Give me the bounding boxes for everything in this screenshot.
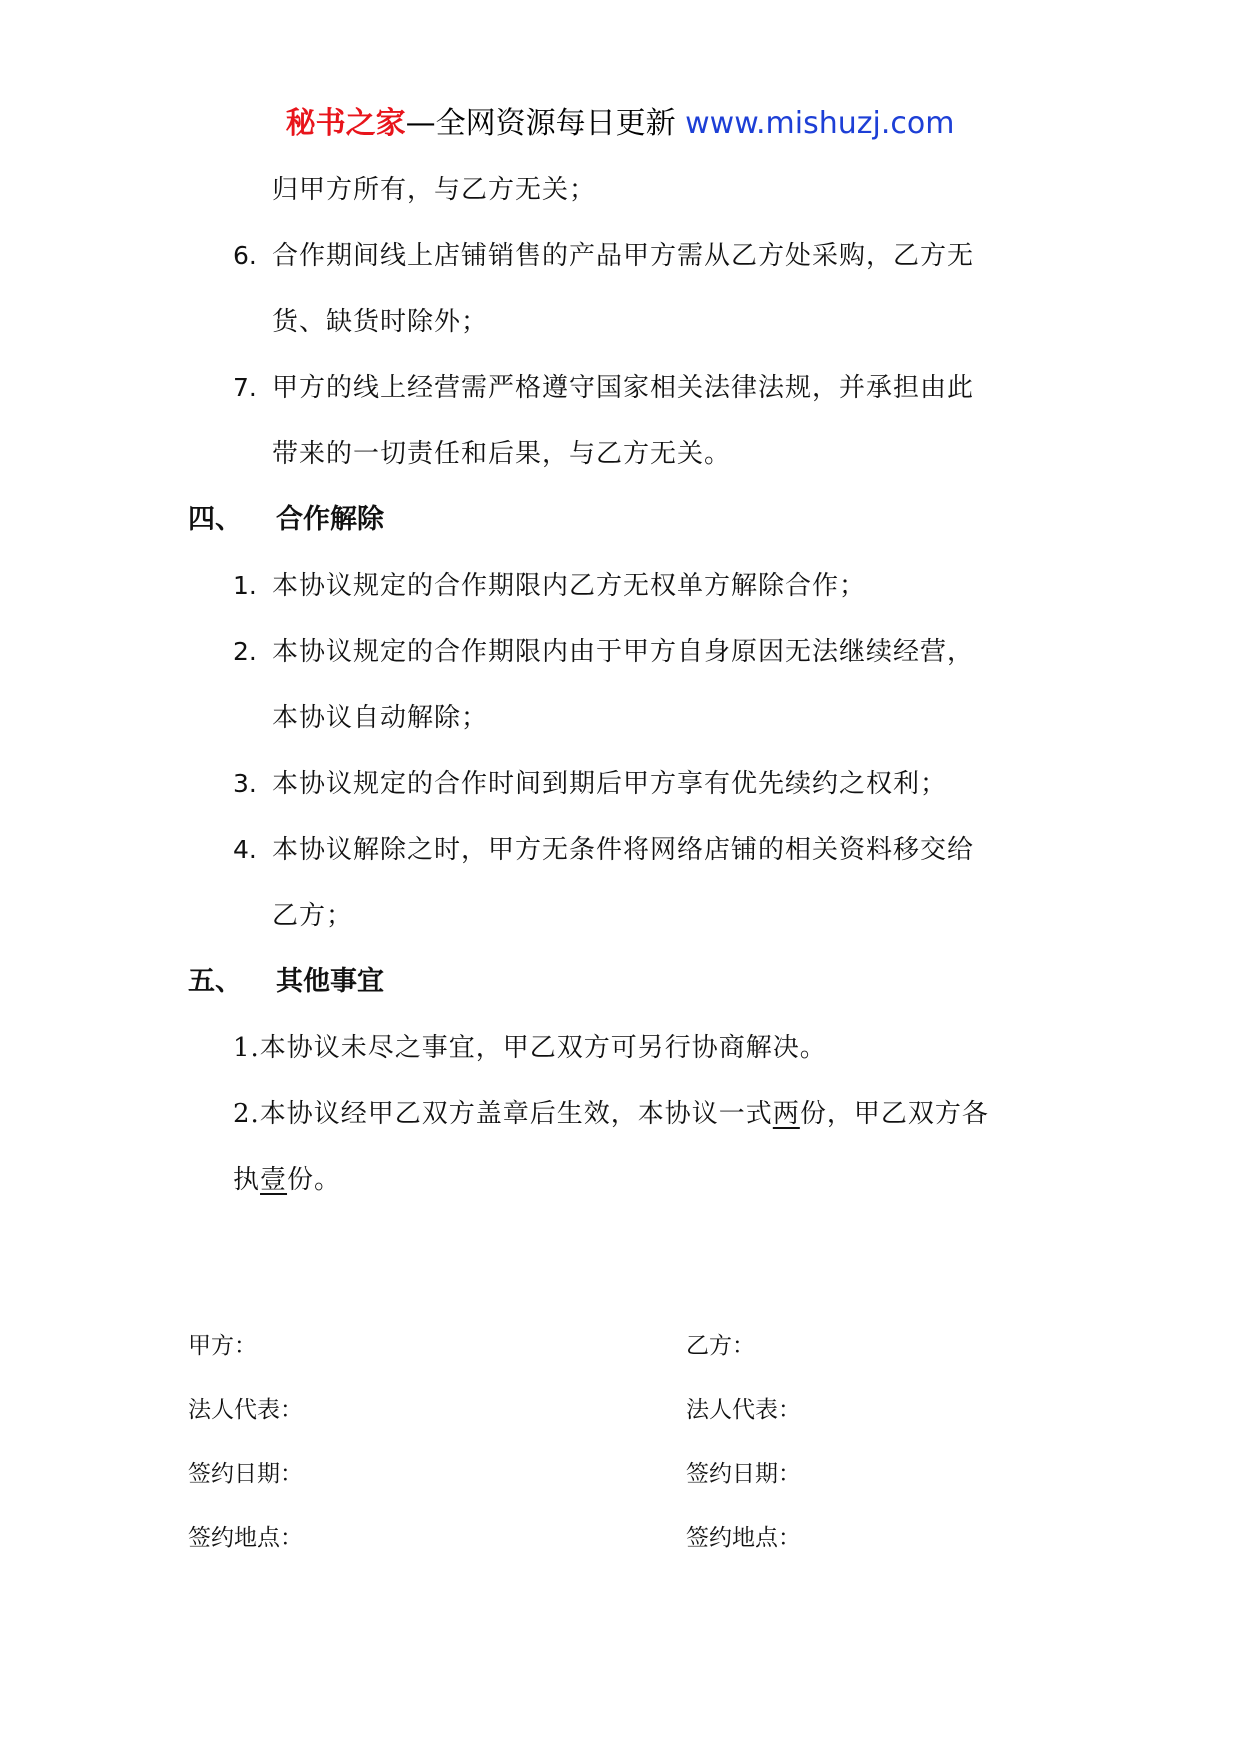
section-5-item-2-text-d: 份。 xyxy=(287,1165,342,1195)
brand-name: 秘书之家 xyxy=(285,106,406,141)
clause-6-number: 6. xyxy=(233,241,257,270)
section-5-item-2-line-2 xyxy=(233,1160,341,1200)
party-b-label: 乙方： xyxy=(686,1333,755,1359)
clause-5-continuation: 归甲方所有，与乙方无关； xyxy=(272,175,597,205)
party-a-sign-date-label: 签约日期： xyxy=(188,1461,303,1487)
clause-6-line-1: 合作期间线上店铺销售的产品甲方需从乙方处采购，乙方无 xyxy=(272,241,975,271)
section-4-item-3-line-1: 本协议规定的合作时间到期后甲方享有优先续约之权利； xyxy=(272,769,948,799)
clause-7-line-2: 带来的一切责任和后果，与乙方无关。 xyxy=(272,439,732,469)
section-5-title: 其他事宜 xyxy=(276,966,384,997)
party-b-sign-place-label: 签约地点： xyxy=(686,1525,801,1551)
party-b-legal-rep-label: 法人代表： xyxy=(686,1397,801,1423)
section-4-title: 合作解除 xyxy=(276,504,384,535)
section-4-item-2-line-2: 本协议自动解除； xyxy=(272,703,489,733)
section-5-item-1: 1.本协议未尽之事宜，甲乙双方可另行协商解决。 xyxy=(233,1033,827,1063)
section-5-number: 五、 xyxy=(188,966,242,997)
section-4-item-3-number: 3. xyxy=(233,769,257,798)
header-slogan: —全网资源每日更新 xyxy=(405,106,676,141)
section-4-number: 四、 xyxy=(188,504,242,535)
section-5-item-2-text-b: 份，甲乙双方各 xyxy=(799,1099,989,1129)
clause-7-number: 7. xyxy=(233,373,257,402)
section-4-item-4-line-1: 本协议解除之时，甲方无条件将网络店铺的相关资料移交给 xyxy=(272,835,975,865)
section-5-item-2-text-a: 2.本协议经甲乙双方盖章后生效，本协议一式 xyxy=(233,1099,773,1129)
copies-count-underlined: 两 xyxy=(772,1099,800,1129)
party-a-sign-place-label: 签约地点： xyxy=(188,1525,303,1551)
section-5-item-2-text-c: 执 xyxy=(233,1165,261,1195)
party-a-legal-rep-label: 法人代表： xyxy=(188,1397,303,1423)
party-b-sign-date-label: 签约日期： xyxy=(686,1461,801,1487)
section-5-item-2-line-1 xyxy=(233,1094,989,1134)
section-4-item-4-number: 4. xyxy=(233,835,257,864)
clause-7-line-1: 甲方的线上经营需严格遵守国家相关法律法规，并承担由此 xyxy=(272,373,975,403)
site-url-link[interactable]: www.mishuzj.com xyxy=(685,106,955,141)
section-4-item-4-line-2: 乙方； xyxy=(272,901,354,931)
section-4-item-1-number: 1. xyxy=(233,571,257,600)
clause-6-line-2: 货、缺货时除外； xyxy=(272,307,489,337)
section-4-item-2-line-1: 本协议规定的合作期限内由于甲方自身原因无法继续经营， xyxy=(272,637,975,667)
section-4-item-2-number: 2. xyxy=(233,637,257,666)
copies-each-underlined: 壹 xyxy=(260,1165,288,1195)
party-a-label: 甲方： xyxy=(188,1333,257,1359)
site-header xyxy=(0,100,1240,148)
section-4-item-1-line-1: 本协议规定的合作期限内乙方无权单方解除合作； xyxy=(272,571,867,601)
